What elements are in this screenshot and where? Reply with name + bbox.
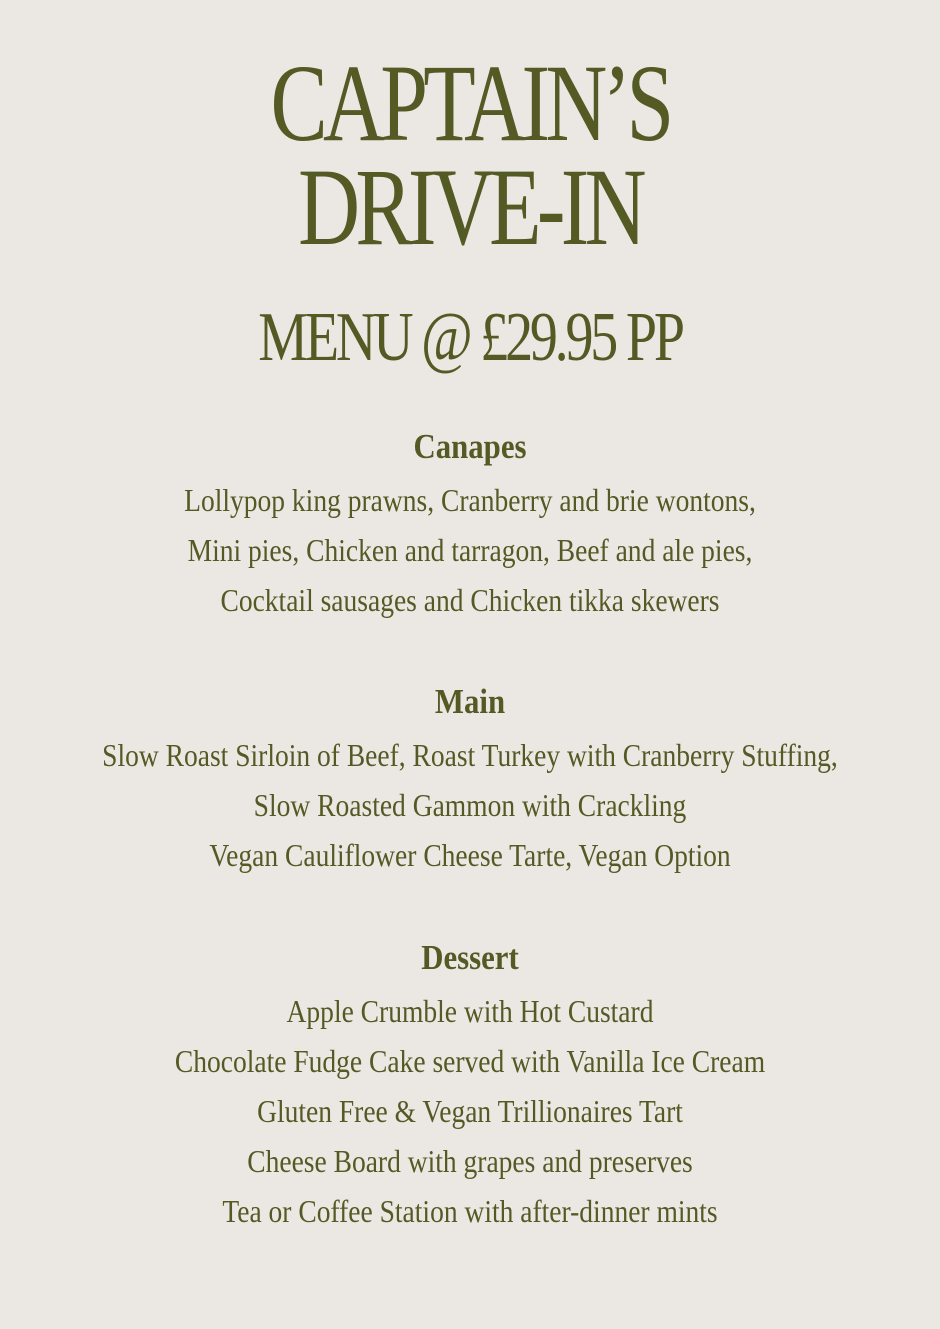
- canapes-items: [0, 475, 940, 625]
- section-heading-dessert: Dessert: [421, 938, 519, 977]
- menu-price: MENU @ £29.95 PP: [258, 299, 682, 376]
- menu-item: Cocktail sausages and Chicken tikka skewers: [220, 582, 720, 618]
- menu-item: Chocolate Fudge Cake served with Vanilla Ice Cream: [174, 1043, 766, 1079]
- restaurant-title-line-1: CAPTAIN’S: [270, 42, 670, 164]
- menu-item: Tea or Coffee Station with after-dinner mints: [222, 1193, 718, 1229]
- restaurant-title-line-2: DRIVE-IN: [298, 146, 642, 268]
- section-canapes: [0, 427, 940, 625]
- menu-item: Vegan Cauliflower Cheese Tarte, Vegan Option: [209, 837, 731, 873]
- menu-item: Lollypop king prawns, Cranberry and brie wontons,: [184, 482, 756, 518]
- section-dessert: [0, 938, 940, 1236]
- menu-item: Apple Crumble with Hot Custard: [286, 993, 654, 1029]
- main-items: [0, 730, 940, 880]
- menu-item: Slow Roasted Gammon with Crackling: [253, 787, 687, 823]
- menu-item: Gluten Free & Vegan Trillionaires Tart: [257, 1093, 683, 1129]
- menu-item: Mini pies, Chicken and tarragon, Beef and ale pies,: [187, 532, 753, 568]
- dessert-items: [0, 986, 940, 1236]
- section-heading-canapes: Canapes: [413, 427, 527, 466]
- menu-item: Cheese Board with grapes and preserves: [247, 1143, 693, 1179]
- section-heading-main: Main: [434, 682, 506, 721]
- menu-item: Slow Roast Sirloin of Beef, Roast Turkey with Cranberry Stuffing,: [102, 737, 838, 773]
- section-main: [0, 682, 940, 880]
